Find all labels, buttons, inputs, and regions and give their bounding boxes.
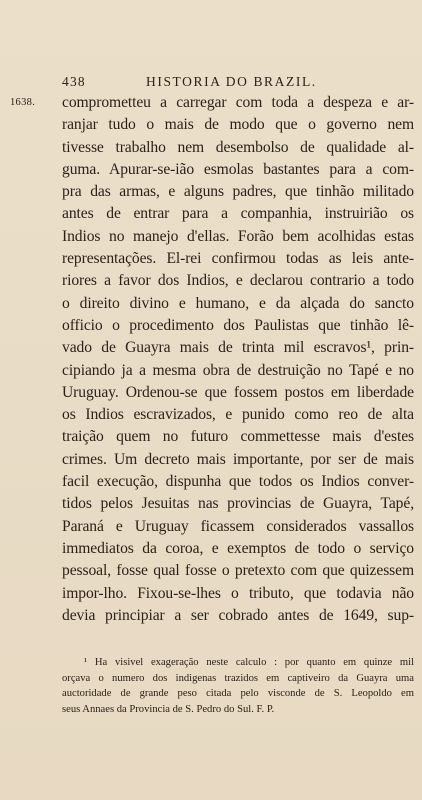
text-line: os Indios escravizados, e punido como reo de alta <box>62 406 414 424</box>
page-number: 438 <box>62 74 86 89</box>
text-line: pessoal, fosse qual fosse o pretexto com que quizessem <box>62 562 414 580</box>
text-line: comprometteu a carregar com toda a despeza e ar- <box>62 94 414 111</box>
text-line: tivesse trabalho nem desembolso de qualidade al- <box>62 138 414 156</box>
text-line: riores a favor dos Indios, e declarou contrario a todo <box>62 272 414 290</box>
body-text <box>62 92 414 627</box>
text-line: antes de entrar para a companhia, instruirião os <box>62 205 414 223</box>
text-line: tidos pelos Jesuitas nas provincias de Guayra, Tapé, <box>62 495 414 513</box>
text-line: Indios no manejo d'ellas. Forão bem acolhidas estas <box>62 227 414 245</box>
footnote-line: auctoridade de grande peso citada pelo visconde de S. Leopoldo em <box>62 688 414 699</box>
text-line: immediatos da coroa, e exemptos de todo o serviço <box>62 539 414 557</box>
footnote <box>62 655 414 717</box>
text-line: Paraná e Uruguay ficassem considerados vassallos <box>62 517 414 535</box>
text-line: officio o procedimento dos Paulistas que tinhão lê- <box>62 316 414 334</box>
footnote-line: ¹ Ha visivel exageração neste calculo : por quanto em quinze mil <box>84 657 414 668</box>
text-line: pra das armas, e alguns padres, que tinhão militado <box>62 183 414 201</box>
text-line: guma. Apurar-se-ião esmolas bastantes para a com- <box>62 160 414 178</box>
text-line: o direito divino e humano, e da alçada do sancto <box>62 294 414 312</box>
footnote-line: seus Annaes da Provincia de S. Pedro do Sul. F. P. <box>62 703 275 715</box>
text-line: traição quem no futuro commettesse mais d'estes <box>62 428 414 446</box>
text-line: crimes. Um decreto mais importante, por ser de mais <box>62 450 414 468</box>
text-line: devia principiar a ser cobrado antes de 1649, sup- <box>62 606 414 624</box>
text-line: representações. El-rei confirmou todas as leis ante- <box>62 250 414 268</box>
footnote-line: orçava o numero dos indigenas trazidos em captiveiro da Guayra uma <box>62 672 414 684</box>
text-line: facil execução, dispunha que todos os Indios conver- <box>62 473 414 491</box>
text-line: impor-lho. Fixou-se-lhes o tributo, que todavia não <box>62 584 414 602</box>
text-line: vado de Guayra mais de trinta mil escravos¹, prin- <box>62 339 414 357</box>
text-line: Uruguay. Ordenou-se que fossem postos em liberdade <box>62 383 414 401</box>
margin-year-note: 1638. <box>10 97 36 108</box>
text-line: ranjar tudo o mais de modo que o governo nem <box>62 116 414 134</box>
book-title: HISTORIA DO BRAZIL. <box>146 74 317 89</box>
text-line: cipiando ja a mesma obra de destruição no Tapé e no <box>62 361 414 379</box>
